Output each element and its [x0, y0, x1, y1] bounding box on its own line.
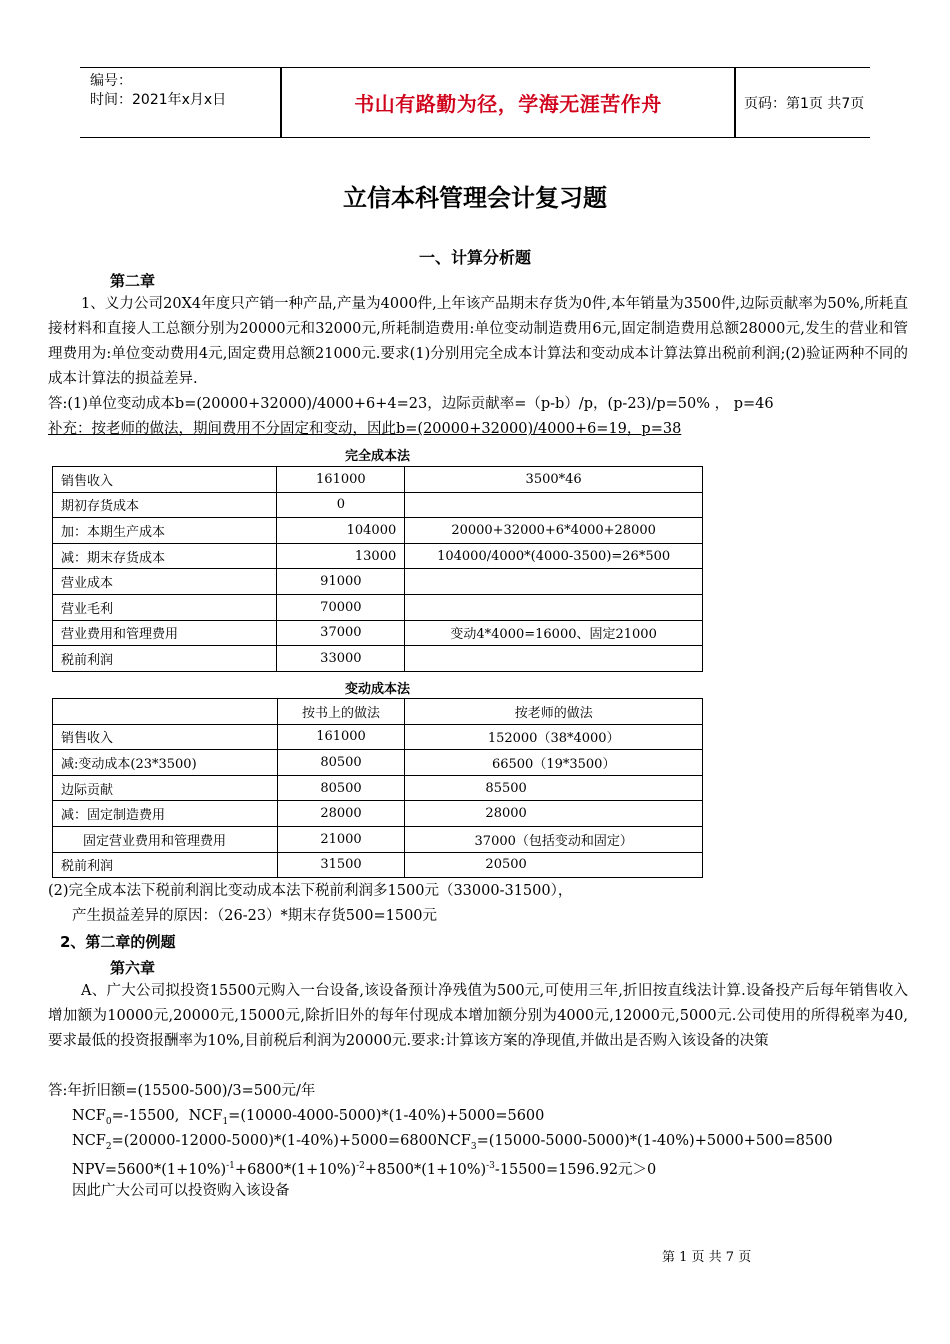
table-header-row	[53, 699, 703, 725]
table-row	[53, 775, 703, 801]
answer-a-npv: $NPV=5600*(1+10\%)^{-1}+6800*(1+10\%)^{-2}+8500*(1+10\%)^{-3}-15500=1596.92$元＞0	[72, 1161, 657, 1178]
table-cell: 加：本期生产成本	[53, 518, 277, 544]
table-cell: 营业成本	[53, 569, 277, 595]
table-header-cell	[53, 699, 278, 725]
table-cell: 边际贡献	[53, 775, 278, 801]
page-footer: 第 1 页 共 7 页	[662, 1250, 752, 1265]
table-cell: 66500（19*3500）	[405, 750, 703, 776]
table-cell: 85500	[405, 775, 703, 801]
table-row	[53, 724, 703, 750]
answer-a-conclusion: 因此广大公司可以投资购入该设备	[72, 1183, 290, 1199]
table-cell	[405, 569, 703, 595]
full-cost-table	[52, 466, 703, 672]
table-cell: 70000	[277, 594, 405, 620]
table-cell: 营业毛利	[53, 594, 277, 620]
table-header-cell: 按书上的做法	[277, 699, 405, 725]
table-cell: 31500	[277, 852, 405, 878]
page-header	[80, 67, 870, 138]
problem-1-text: 1、义力公司20X4年度只产销一种产品,产量为4000件,上年该产品期末存货为0件,本年销量为3500件,边际贡献率为50%,所耗直接材料和直接人工总额分别为20000元和32000元,所耗制造费用:单位变动制造费用6元,固定制造费用总额28000元,发生的营业和管理费用为:单位变动费用4元,固定费用总额21000元.要求(1)分别用完全成本计算法和变动成本计算法算出税前利润;(2)验证两种不同的成本计算法的损益差异.	[48, 296, 908, 387]
table-cell: 33000	[277, 646, 405, 672]
table-row	[53, 750, 703, 776]
table-cell: 80500	[277, 775, 405, 801]
table-cell: 21000	[277, 826, 405, 852]
table-cell	[405, 594, 703, 620]
table-cell: 3500*46	[405, 467, 703, 493]
table-cell: 变动4*4000=16000、固定21000	[405, 620, 703, 646]
table-cell: 税前利润	[53, 646, 277, 672]
table-cell: 减：固定制造费用	[53, 801, 278, 827]
table-cell: 13000	[277, 543, 405, 569]
table-cell: 减:变动成本(23*3500)	[53, 750, 278, 776]
table-cell: 37000（包括变动和固定）	[405, 826, 703, 852]
table-cell	[405, 492, 703, 518]
table-2-caption: 变动成本法	[344, 682, 410, 697]
answer-a-depreciation: 答:年折旧额=(15500-500)/3=500元/年	[48, 1083, 316, 1099]
header-motto: 书山有路勤为径，学海无涯苦作舟	[354, 92, 662, 116]
variable-cost-table	[52, 698, 703, 878]
answer-a-ncf-2-3: $NCF_2=(20000-12000-5000)*(1-40\%)+5000=6800NCF_3=(15000-5000-5000)*(1-40\%)+5000+500=8500$	[72, 1133, 833, 1152]
table-cell: 104000/4000*(4000-3500)=26*500	[405, 543, 703, 569]
table-cell: 91000	[277, 569, 405, 595]
table-cell: 152000（38*4000）	[405, 724, 703, 750]
table-row	[53, 543, 703, 569]
table-row	[53, 620, 703, 646]
header-number: 编号：	[90, 73, 132, 89]
header-motto-cell	[280, 68, 736, 137]
chapter-6-heading: 第六章	[110, 959, 156, 977]
answer-1-part-2: (2)完全成本法下税前利润比变动成本法下税前利润多1500元（33000-31500），	[48, 883, 573, 899]
supplement-text: 补充：按老师的做法，期间费用不分固定和变动，因此b=(20000+32000)/4000+6=19，p=38	[48, 421, 682, 437]
answer-a-ncf-0-1: $NCF_0=-15500$, $NCF_1=(10000-4000-5000)*(1-40\%)+5000=5600$	[72, 1108, 545, 1127]
table-cell: 期初存货成本	[53, 492, 277, 518]
table-cell: 37000	[277, 620, 405, 646]
table-row	[53, 467, 703, 493]
table-row	[53, 594, 703, 620]
table-cell: 161000	[277, 724, 405, 750]
table-row	[53, 826, 703, 852]
table-cell: 0	[277, 492, 405, 518]
table-row	[53, 801, 703, 827]
table-header-cell: 按老师的做法	[405, 699, 703, 725]
table-cell: 销售收入	[53, 724, 278, 750]
table-row	[53, 852, 703, 878]
table-cell: 营业费用和管理费用	[53, 620, 277, 646]
chapter-2-heading: 第二章	[110, 272, 156, 290]
header-page: 页码：第1页 共7页	[744, 95, 865, 112]
table-1-caption: 完全成本法	[344, 449, 410, 464]
table-cell: 减：期末存货成本	[53, 543, 277, 569]
table-cell: 161000	[277, 467, 405, 493]
table-row	[53, 569, 703, 595]
table-cell: 104000	[277, 518, 405, 544]
table-cell: 28000	[277, 801, 405, 827]
section-title: 一、计算分析题	[418, 248, 531, 267]
document-title: 立信本科管理会计复习题	[343, 184, 607, 212]
table-cell: 销售收入	[53, 467, 277, 493]
header-time: 时间：2021年x月x日	[90, 92, 227, 108]
table-cell	[405, 646, 703, 672]
table-row	[53, 646, 703, 672]
table-cell: 固定营业费用和管理费用	[53, 826, 278, 852]
header-meta	[80, 68, 280, 137]
table-cell: 20000+32000+6*4000+28000	[405, 518, 703, 544]
table-cell: 28000	[405, 801, 703, 827]
table-row	[53, 518, 703, 544]
table-row	[53, 492, 703, 518]
problem-a-text: A、广大公司拟投资15500元购入一台设备,该设备预计净残值为500元,可使用三年,折旧按直线法计算.设备投产后每年销售收入增加额为10000元,20000元,15000元,除折旧外的每年付现成本增加额分别为4000元,12000元,5000元.公司使用的所得税率为40,要求最低的投资报酬率为10%,目前税后利润为20000元.要求:计算该方案的净现值,并做出是否购入该设备的决策	[48, 983, 908, 1049]
example-heading: 2、第二章的例题	[60, 933, 176, 951]
table-cell: 80500	[277, 750, 405, 776]
answer-1-text: 答:(1)单位变动成本b=(20000+32000)/4000+6+4=23，边际贡献率=（p-b）/p，(p-23)/p=50% ， p=46	[48, 396, 774, 412]
answer-1-reason: 产生损益差异的原因：（26-23）*期末存货500=1500元	[72, 908, 438, 924]
table-cell: 税前利润	[53, 852, 278, 878]
table-cell: 20500	[405, 852, 703, 878]
